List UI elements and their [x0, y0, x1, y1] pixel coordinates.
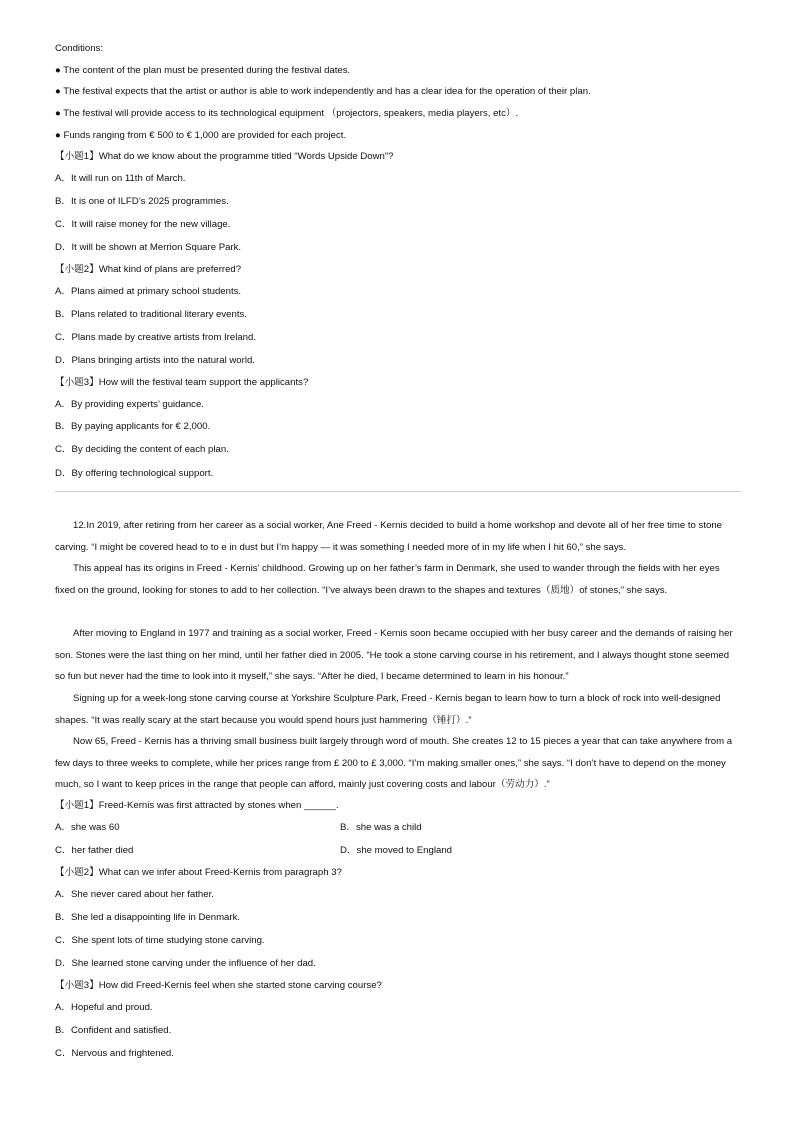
passage-paragraph: Now 65, Freed - Kernis has a thriving small business built largely through word of mouth. She creates 12 to 15 pieces a year that can take anywhere from a few days to three weeks to complete, while her prices range from £ 200 to £ 3,000. “I’m making smaller ones,” she says. “I don’t have to depend on the money much, so I want to keep prices in the range that people can afford, mainly just covering costs and labour（劳动力）.” — [55, 736, 733, 791]
answer-option: B．By paying applicants for € 2,000. — [55, 421, 211, 432]
answer-option: A．Plans aimed at primary school students. — [55, 286, 242, 297]
answer-option: C．Nervous and frightened. — [55, 1048, 174, 1059]
answer-option: B．Confident and satisfied. — [55, 1025, 172, 1036]
answer-option: A．It will run on 11th of March. — [55, 173, 186, 184]
condition-bullet: ● Funds ranging from € 500 to € 1,000 are provided for each project. — [55, 130, 347, 141]
passage-paragraph: After moving to England in 1977 and training as a social worker, Freed - Kernis soon became occupied with her busy career and the demands of raising her son. Stones were the last thing on her mind, until her father died in 2005. “He took a stone carving course in his retirement, and I always thought stone seemed so fun but never had the time to look into it myself,” she says. “After he died, I became determined to learn in his honour.” — [55, 628, 733, 683]
answer-option: C．She spent lots of time studying stone carving. — [55, 935, 265, 946]
answer-option: C．It will raise money for the new village. — [55, 219, 231, 230]
answer-option: A．She never cared about her father. — [55, 889, 214, 900]
answer-option: D．It will be shown at Merrion Square Park. — [55, 242, 242, 253]
answer-option: C．By deciding the content of each plan. — [55, 444, 229, 455]
condition-bullet: ● The content of the plan must be presented during the festival dates. — [55, 65, 351, 76]
answer-option: C．her father died — [55, 845, 134, 856]
answer-option: D．Plans bringing artists into the natural world. — [55, 355, 255, 366]
answer-option: B．Plans related to traditional literary events. — [55, 309, 247, 320]
passage-paragraph: 12.In 2019, after retiring from her career as a social worker, Ane Freed - Kernis decided to build a home workshop and devote all of her free time to stone carving. “I might be covered head to to e in dust but I’m happy — it was something I needed more of in my life when I hit 60,” she says. — [55, 520, 722, 553]
question-stem: 【小题1】What do we know about the programme titled “Words Upside Down”? — [55, 151, 394, 162]
condition-bullet: ● The festival will provide access to its technological equipment （projectors, speakers, media players, etc）. — [55, 108, 519, 119]
condition-bullet: ● The festival expects that the artist or author is able to work independently and has a clear idea for the operation of their plan. — [55, 86, 591, 97]
answer-option: D．She learned stone carving under the influence of her dad. — [55, 958, 316, 969]
answer-option: D．By offering technological support. — [55, 468, 214, 479]
section-divider — [55, 491, 741, 492]
answer-option: A．she was 60 — [55, 822, 120, 833]
answer-option: C．Plans made by creative artists from Ireland. — [55, 332, 257, 343]
question-stem: 【小题3】How will the festival team support the applicants? — [55, 377, 309, 388]
answer-option: A．By providing experts’ guidance. — [55, 399, 204, 410]
conditions-heading: Conditions: — [55, 43, 103, 54]
passage-paragraph: Signing up for a week-long stone carving course at Yorkshire Sculpture Park, Freed - Kernis began to learn how to turn a block of rock into well-designed shapes. “It was really scary at the start because you would spend hours just hammering（锤打）.” — [55, 693, 721, 726]
answer-option: B．she was a child — [340, 822, 422, 833]
answer-option: B．She led a disappointing life in Denmark. — [55, 912, 241, 923]
answer-option: D．she moved to England — [340, 845, 452, 856]
answer-option: A．Hopeful and proud. — [55, 1002, 153, 1013]
passage-paragraph: This appeal has its origins in Freed - Kernis’ childhood. Growing up on her father’s farm in Denmark, she used to wander through the fields with her eyes fixed on the ground, looking for stones to add to her collection. “I’ve always been drawn to the shapes and textures（质地）of stones,” she says. — [55, 563, 720, 596]
question-stem: 【小题2】What can we infer about Freed-Kernis from paragraph 3? — [55, 867, 342, 878]
question-stem: 【小题3】How did Freed-Kernis feel when she started stone carving course? — [55, 980, 382, 991]
question-stem: 【小题2】What kind of plans are preferred? — [55, 264, 242, 275]
question-stem: 【小题1】Freed-Kernis was first attracted by stones when ______. — [55, 800, 339, 811]
answer-option: B．It is one of ILFD’s 2025 programmes. — [55, 196, 229, 207]
